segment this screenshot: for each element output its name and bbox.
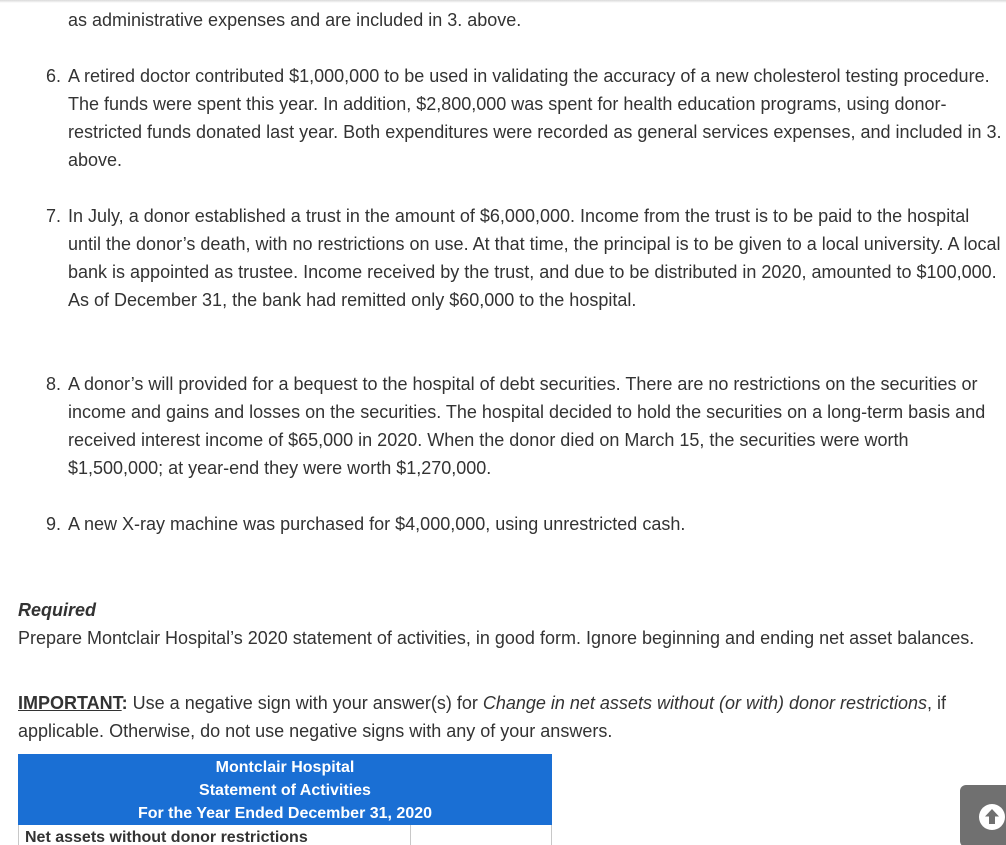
required-heading: Required [18,600,97,620]
list-item [46,510,1004,538]
previous-item-tail: as administrative expenses and are included in 3. above. [68,10,522,30]
list-item [46,202,1004,314]
table-row [18,825,552,845]
list-item-number: 6. [46,66,62,86]
list-item-text: A donor’s will provided for a bequest to the hospital of debt securities. There are no restrictions on the securities or income and gains and losses on the securities. The hospital decided to hold the securities on a long-term basis and received interest income of $65,000 in 2020. When the donor died on March 15, the securities were worth $1,500,000; at year-end they were worth $1,270,000. [68,374,986,478]
statement-title: Statement of Activities [199,782,371,799]
important-colon: : [121,693,128,713]
list-item-number: 7. [46,206,62,226]
important-text-after: , if applicable. Otherwise, do not use negative signs with any of your answers. [18,693,947,741]
arrow-up-circle-icon [978,803,1006,831]
statement-row-amount-cell[interactable] [411,825,551,845]
list-item [46,62,1004,174]
scroll-to-top-button[interactable] [960,785,1006,845]
statement-period: For the Year Ended December 31, 2020 [137,805,433,822]
statement-header [18,754,552,825]
required-instructions: Prepare Montclair Hospital’s 2020 statement of activities, in good form. Ignore beginning and ending net asset balances. [18,628,975,648]
list-item-text: A retired doctor contributed $1,000,000 to be used in validating the accuracy of a new cholesterol testing procedure. The funds were spent this year. In addition, $2,800,000 was spent for health education programs, using donor-restricted funds donated last year. Both expenditures were recorded as general services expenses, and included in 3. above. [68,66,1002,170]
list-item-text: In July, a donor established a trust in the amount of $6,000,000. Income from the trust is to be paid to the hospital until the donor’s death, with no restrictions on use. At that time, the principal is to be given to a local university. A local bank is appointed as trustee. Income received by the trust, and due to be distributed in 2020, amounted to $100,000. As of December 31, the bank had remitted only $60,000 to the hospital. [68,206,1001,310]
important-italic-text: Change in net assets without (or with) donor restrictions [482,693,928,713]
important-note [18,689,998,745]
list-item-text: A new X-ray machine was purchased for $4,000,000, using unrestricted cash. [68,514,686,534]
important-text-before: Use a negative sign with your answer(s) for [127,693,483,713]
statement-entity: Montclair Hospital [215,759,355,776]
list-item-number: 8. [46,374,62,394]
important-label: IMPORTANT [18,693,122,713]
top-shadow [0,0,1006,3]
statement-row-label: Net assets without donor restrictions [19,825,411,845]
list-item [46,370,1004,482]
list-item-number: 9. [46,514,62,534]
